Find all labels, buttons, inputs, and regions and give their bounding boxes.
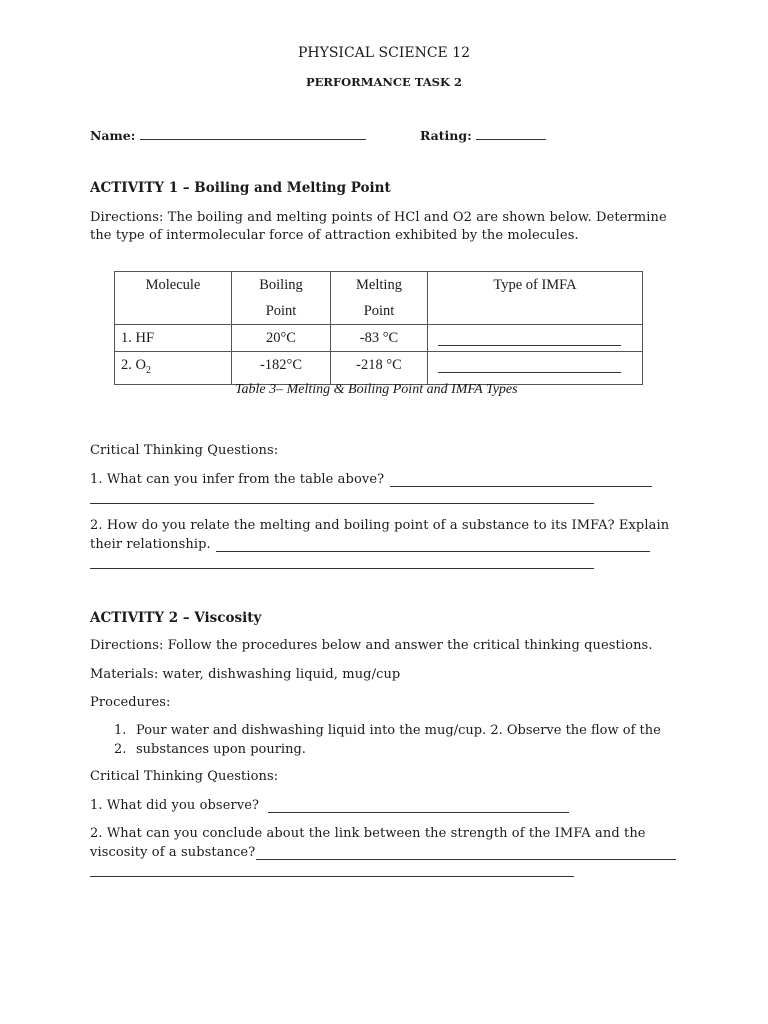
activity1-question-2-line1: 2. How do you relate the melting and boiling point of a substance to its IMFA? Explain xyxy=(90,518,670,533)
cell-boiling: 20°C xyxy=(232,325,331,352)
activity2-question-1: 1. What did you observe? xyxy=(90,798,260,813)
q2-answer-line-2[interactable] xyxy=(90,568,594,569)
activity1-question-2-line2: their relationship. xyxy=(90,537,211,552)
header-boiling-point: Boiling Point xyxy=(232,272,331,325)
activity1-ctq-heading: Critical Thinking Questions: xyxy=(90,443,279,458)
imfa-answer-blank[interactable] xyxy=(438,358,621,373)
activity1-directions-line2: the type of intermolecular force of attraction exhibited by the molecules. xyxy=(90,228,579,243)
activity2-directions: Directions: Follow the procedures below and answer the critical thinking questions. xyxy=(90,638,653,653)
list-item: 1. Pour water and dishwashing liquid into the mug/cup. 2. Observe the flow of the xyxy=(114,723,661,738)
table-row xyxy=(115,352,643,385)
q2-answer-line-1[interactable] xyxy=(216,551,650,552)
imfa-table xyxy=(114,271,643,385)
list-item: 2. substances upon pouring. xyxy=(114,742,306,757)
activity2-materials: Materials: water, dishwashing liquid, mug/cup xyxy=(90,667,401,682)
activity2-question-2-line1: 2. What can you conclude about the link between the strength of the IMFA and the xyxy=(90,826,646,841)
a2-q1-answer-line[interactable] xyxy=(268,812,569,813)
activity2-heading: ACTIVITY 2 – Viscosity xyxy=(90,610,262,626)
table-header-row xyxy=(115,272,643,325)
activity2-ctq-heading: Critical Thinking Questions: xyxy=(90,769,279,784)
page-subtitle: PERFORMANCE TASK 2 xyxy=(306,75,462,89)
name-field[interactable] xyxy=(140,139,366,140)
cell-molecule: 1. HF xyxy=(115,325,232,352)
imfa-answer-blank[interactable] xyxy=(438,331,621,346)
activity2-question-2-line2: viscosity of a substance? xyxy=(90,845,256,860)
activity1-question-1: 1. What can you infer from the table above? xyxy=(90,472,385,487)
activity1-directions-line1: Directions: The boiling and melting points of HCl and O2 are shown below. Determine xyxy=(90,210,667,225)
name-label: Name: xyxy=(90,128,136,143)
table-row xyxy=(115,325,643,352)
cell-imfa-answer[interactable] xyxy=(428,352,643,385)
header-imfa-type: Type of IMFA xyxy=(428,272,643,325)
cell-molecule: 2. $O_2$ xyxy=(115,352,232,385)
activity1-heading: ACTIVITY 1 – Boiling and Melting Point xyxy=(90,180,391,196)
cell-boiling: -182°C xyxy=(232,352,331,385)
q1-answer-line-1[interactable] xyxy=(390,486,652,487)
procedures-list xyxy=(114,723,661,761)
rating-field[interactable] xyxy=(476,139,546,140)
header-melting-point: Melting Point xyxy=(331,272,428,325)
a2-q2-answer-line-1[interactable] xyxy=(256,859,676,860)
name-row xyxy=(90,128,366,143)
q1-answer-line-2[interactable] xyxy=(90,503,594,504)
page-title: PHYSICAL SCIENCE 12 xyxy=(297,45,471,61)
table-caption: Table 3– Melting & Boiling Point and IMFA Types xyxy=(235,382,518,397)
activity2-procedures-label: Procedures: xyxy=(90,695,171,710)
rating-label: Rating: xyxy=(420,128,472,143)
a2-q2-answer-line-2[interactable] xyxy=(90,876,574,877)
header-molecule: Molecule xyxy=(115,272,232,325)
cell-melting: -218 °C xyxy=(331,352,428,385)
rating-row xyxy=(420,128,546,143)
cell-imfa-answer[interactable] xyxy=(428,325,643,352)
cell-melting: -83 °C xyxy=(331,325,428,352)
